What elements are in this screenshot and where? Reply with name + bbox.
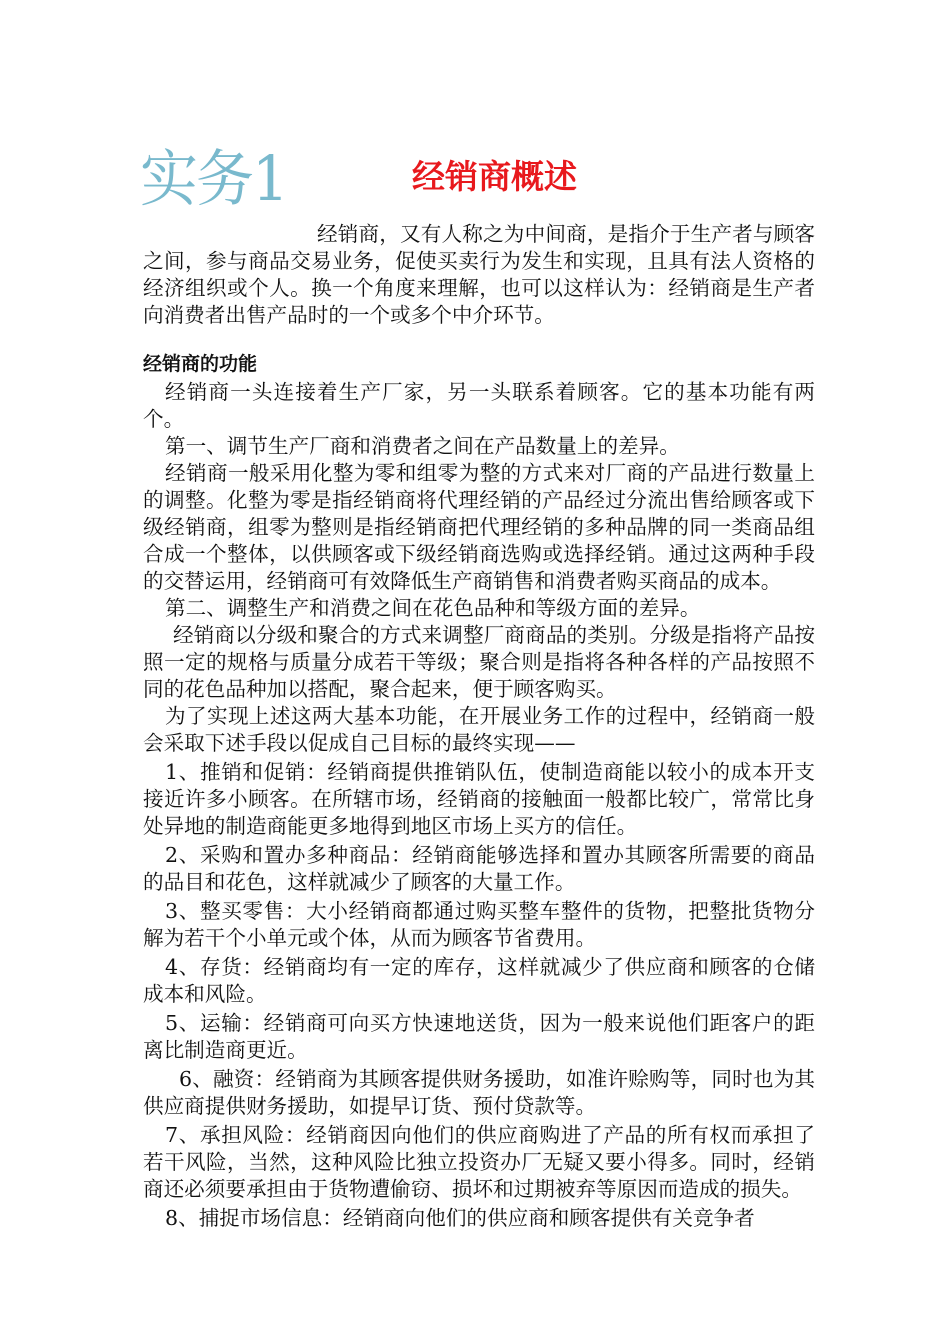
- body-paragraph: 经销商以分级和聚合的方式来调整厂商商品的类别。分级是指将产品按照一定的规格与质量分成若干等级；聚合则是指将各种各样的产品按照不同的花色品种加以搭配，聚合起来，便于顾客购买。: [143, 623, 815, 701]
- body-paragraph: 为了实现上述这两大基本功能，在开展业务工作的过程中，经销商一般会采取下述手段以促成自己目标的最终实现——: [143, 704, 815, 755]
- list-item: 1、推销和促销：经销商提供推销队伍，使制造商能以较小的成本开支接近许多小顾客。在所辖市场，经销商的接触面一般都比较广，常常比身处异地的制造商能更多地得到地区市场上买方的信任。: [143, 760, 815, 838]
- list-item: 5、运输：经销商可向买方快速地送货，因为一般来说他们距客户的距离比制造商更近。: [143, 1011, 815, 1062]
- list-item: 6、融资：经销商为其顾客提供财务援助，如准许赊购等，同时也为其供应商提供财务援助，如提早订货、预付贷款等。: [143, 1067, 815, 1118]
- body-paragraph: 经销商一头连接着生产厂家，另一头联系着顾客。它的基本功能有两个。: [143, 380, 815, 431]
- body-paragraph: 经销商一般采用化整为零和组零为整的方式来对厂商的产品进行数量上的调整。化整为零是指经销商将代理经销的产品经过分流出售给顾客或下级经销商，组零为整则是指经销商把代理经销的多种品牌的同一类商品组合成一个整体，以供顾客或下级经销商选购或选择经销。通过这两种手段的交替运用，经销商可有效降低生产商销售和消费者购买商品的成本。: [143, 461, 815, 593]
- list-item: 7、承担风险：经销商因向他们的供应商购进了产品的所有权而承担了若干风险，当然，这种风险比独立投资办厂无疑又要小得多。同时，经销商还必须要承担由于货物遭偷窃、损坏和过期被弃等原因而造成的损失。: [143, 1123, 815, 1201]
- body-paragraph: 第一、调节生产厂商和消费者之间在产品数量上的差异。: [165, 434, 680, 458]
- list-item: 3、整买零售：大小经销商都通过购买整车整件的货物，把整批货物分解为若干个小单元或个体，从而为顾客节省费用。: [143, 899, 815, 950]
- section-logo: 实务1: [140, 142, 287, 215]
- list-item: 2、采购和置办多种商品：经销商能够选择和置办其顾客所需要的商品的品目和花色，这样就减少了顾客的大量工作。: [143, 843, 815, 894]
- body-paragraph: 第二、调整生产和消费之间在花色品种和等级方面的差异。: [165, 596, 701, 620]
- document-body: [143, 221, 815, 1232]
- page-title: 经销商概述: [412, 157, 577, 196]
- list-item: 4、存货：经销商均有一定的库存，这样就减少了供应商和顾客的仓储成本和风险。: [143, 955, 815, 1006]
- intro-paragraph: 经销商，又有人称之为中间商，是指介于生产者与顾客之间，参与商品交易业务，促使买卖行为发生和实现，且具有法人资格的经济组织或个人。换一个角度来理解，也可以这样认为：经销商是生产者向消费者出售产品时的一个或多个中介环节。: [143, 222, 815, 327]
- section-heading: 经销商的功能: [143, 353, 258, 375]
- list-item: 8、捕捉市场信息：经销商向他们的供应商和顾客提供有关竞争者: [165, 1206, 755, 1230]
